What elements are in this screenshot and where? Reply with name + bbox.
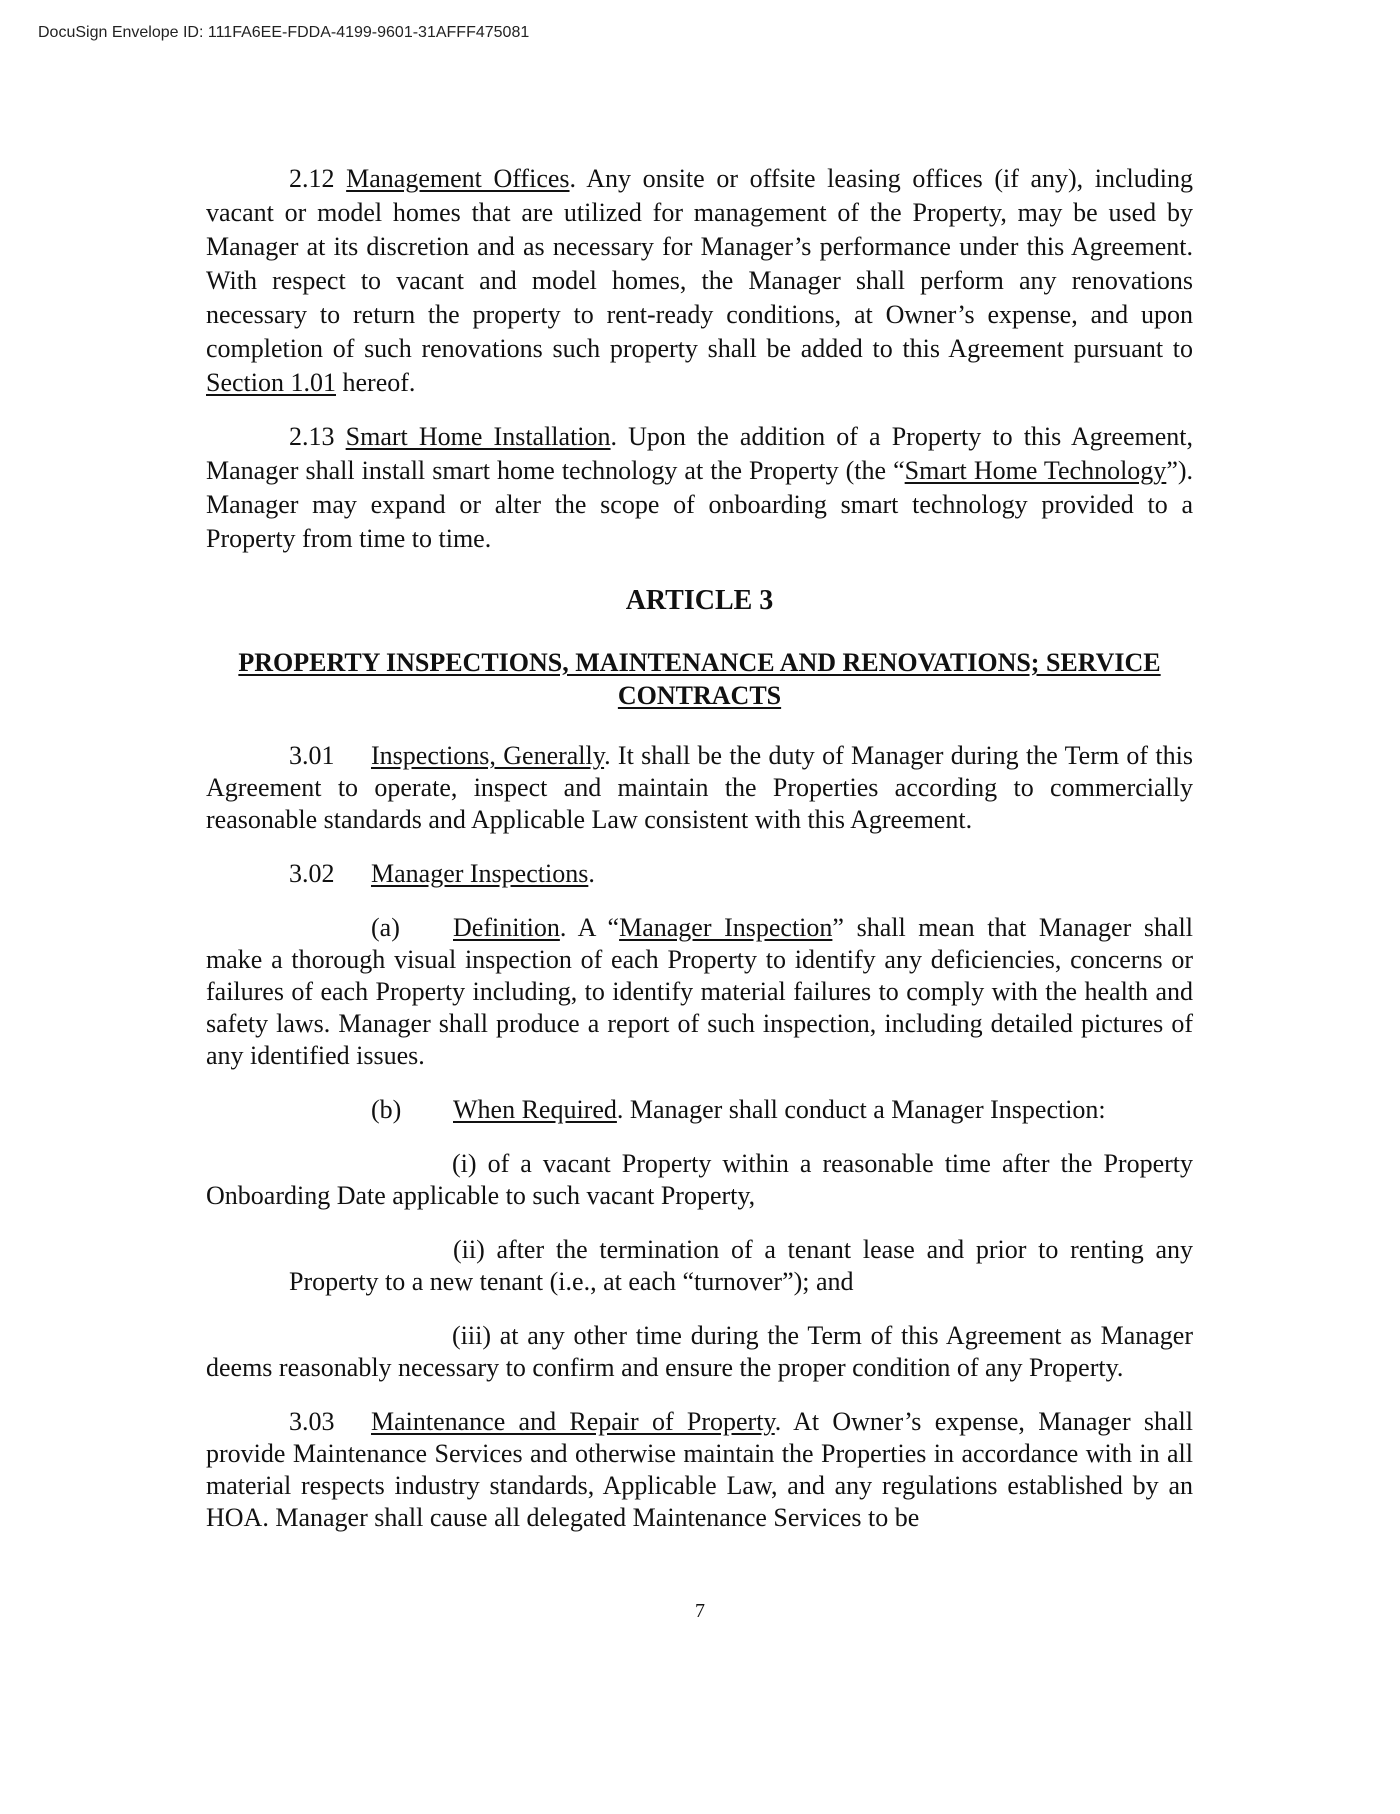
subsection-heading: Definition: [453, 913, 560, 942]
section-3-03: [206, 1406, 1193, 1534]
section-heading: Manager Inspections: [371, 859, 589, 888]
subsection-3-02-b: [206, 1094, 1193, 1126]
defined-term: Manager Inspection: [619, 913, 833, 942]
article-title: ARTICLE 3: [625, 585, 774, 616]
list-item-iii: (iii) at any other time during the Term of this Agreement as Manager deems reasonably necessary to confirm and ensure the proper condition of any Property.: [206, 1321, 1193, 1382]
section-text: . Any onsite or offsite leasing offices (if any), including vacant or model homes that are utilized for management of the Property, may be used by Manager at its discretion and as necessary for Manager’s performance under this Agreement. With respect to vacant and model homes, the Manager shall perform any renovations necessary to return the property to rent-ready conditions, at Owner’s expense, and upon completion of such renovations such property shall be added to this Agreement pursuant to: [206, 164, 1193, 363]
section-text: . It shall be the duty of Manager during the Term of this Agreement to operate, inspect and maintain the Properties according to commercially reasonable standards and Applicable Law consistent with this Agreement.: [206, 741, 1193, 834]
section-number: 2.13: [289, 422, 335, 451]
section-number: 3.02: [289, 859, 335, 888]
section-number: 3.01: [289, 741, 335, 770]
section-number: 2.12: [289, 164, 335, 193]
subsection-label: (b): [371, 1095, 402, 1124]
section-reference: Section 1.01: [206, 368, 336, 397]
section-heading: Smart Home Installation: [345, 422, 611, 451]
subsection-3-02-a: [206, 912, 1193, 1072]
defined-term: Smart Home Technology: [904, 456, 1167, 485]
section-text-end: ”). Manager may expand or alter the scope of onboarding smart technology provided to a Property from time to time.: [206, 456, 1194, 553]
section-number: 3.03: [289, 1407, 335, 1436]
subsection-text-end: ” shall mean that Manager shall make a thorough visual inspection of each Property to identify any deficiencies, concerns or failures of each Property including, to identify material failures to comply with the health and safety laws. Manager shall produce a report of such inspection, including detailed pictures of any identified issues.: [206, 913, 1193, 1070]
section-text: . At Owner’s expense, Manager shall provide Maintenance Services and otherwise maintain the Properties in accordance with in all material respects industry standards, Applicable Law, and any regulations established by an HOA. Manager shall cause all delegated Maintenance Services to be: [206, 1407, 1193, 1532]
document-page: [206, 162, 1193, 1534]
subsection-heading: When Required: [453, 1095, 617, 1124]
section-2-13: [206, 420, 1193, 556]
section-3-01: [206, 740, 1193, 836]
envelope-id: DocuSign Envelope ID: 111FA6EE-FDDA-4199-9601-31AFFF475081: [38, 24, 530, 41]
subsection-text: . A “: [559, 913, 620, 942]
article-subtitle: PROPERTY INSPECTIONS, MAINTENANCE AND RENOVATIONS; SERVICE CONTRACTS: [238, 648, 1161, 710]
section-heading: Inspections, Generally: [371, 741, 605, 770]
list-item-i: (i) of a vacant Property within a reasonable time after the Property Onboarding Date applicable to such vacant Property,: [206, 1149, 1193, 1210]
section-heading: Management Offices: [346, 164, 570, 193]
section-text-end: hereof.: [336, 368, 416, 397]
section-2-12: [206, 162, 1193, 400]
section-3-02: [206, 858, 1193, 890]
page-number: 7: [695, 1600, 705, 1622]
list-item-ii: (ii) after the termination of a tenant lease and prior to renting any Property to a new tenant (i.e., at each “turnover”); and: [289, 1235, 1193, 1296]
subsection-label: (a): [371, 913, 400, 942]
section-text: . Upon the addition of a Property to this Agreement, Manager shall install smart home technology at the Property (the “: [206, 422, 1193, 485]
section-heading: Maintenance and Repair of Property: [371, 1407, 775, 1436]
section-text: .: [588, 859, 595, 888]
subsection-text: . Manager shall conduct a Manager Inspection:: [616, 1095, 1106, 1124]
